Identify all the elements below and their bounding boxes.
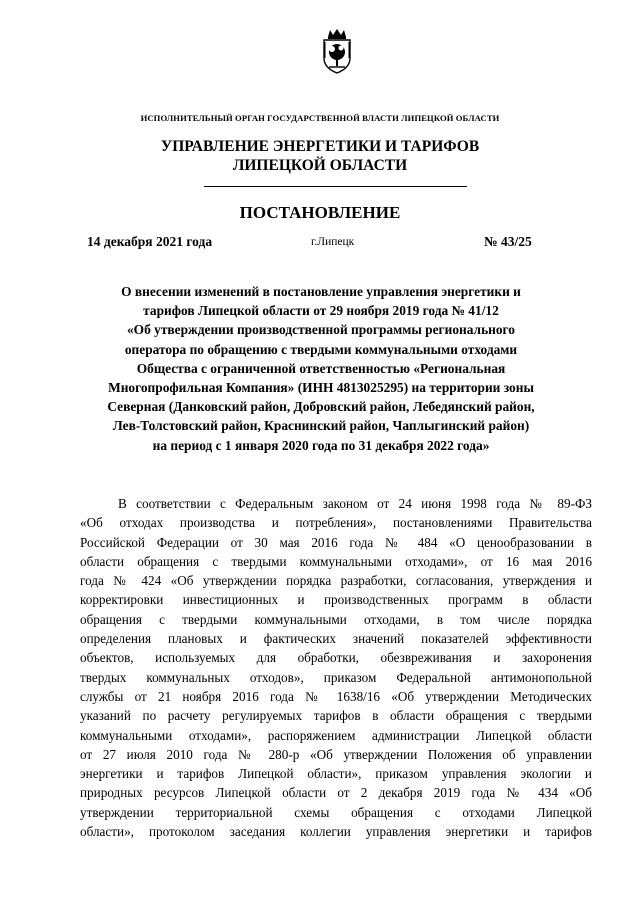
organization-name-line: ЛИПЕЦКОЙ ОБЛАСТИ (232, 157, 408, 174)
body-line: энергетики и тарифов Липецкой области», приказом управления экологии и (80, 766, 592, 782)
coat-of-arms-emblem (319, 28, 355, 74)
subject-line: Общества с ограниченной ответственностью «Региональная (136, 360, 506, 376)
body-line: указаний по расчету регулируемых тарифов в области обращения с твердыми (80, 708, 592, 724)
issuing-authority: ИСПОЛНИТЕЛЬНЫЙ ОРГАН ГОСУДАРСТВЕННОЙ ВЛАСТИ ЛИПЕЦКОЙ ОБЛАСТИ (140, 113, 500, 123)
subject-line: Лев-Толстовский район, Краснинский район, Чаплыгинский район) (112, 418, 530, 434)
header-divider (204, 186, 467, 187)
body-line: определения плановых и фактических значений показателей эффективности (80, 631, 592, 647)
subject-line: Многопрофильная Компания» (ИНН 4813025295) на территории зоны (108, 380, 534, 396)
document-subject (60, 282, 582, 455)
organization-name (0, 137, 640, 175)
body-line: природных ресурсов Липецкой области от 2 декабря 2019 года № 434 «Об (80, 785, 592, 801)
body-line: обращения с твердыми коммунальными отходами, в том числе порядка (80, 611, 592, 627)
body-line: области обращения с твердыми коммунальными отходами», от 16 мая 2016 (80, 553, 592, 569)
subject-line: «Об утверждении производственной программы регионального (126, 322, 515, 338)
document-number: № 43/25 (484, 234, 532, 249)
body-paragraph (80, 494, 592, 841)
body-line: Российской Федерации от 30 мая 2016 года № 484 «О ценообразовании в (80, 534, 592, 550)
body-line: «Об отходах производства и потребления», постановлениями Правительства (80, 515, 592, 531)
subject-line: тарифов Липецкой области от 29 ноября 2019 года № 41/12 (143, 303, 499, 319)
subject-line: Северная (Данковский район, Добровский район, Лебедянский район, (107, 399, 535, 415)
body-line: В соответствии с Федеральным законом от 24 июня 1998 года № 89-ФЗ (118, 496, 592, 511)
document-date: 14 декабря 2021 года (87, 234, 213, 249)
body-line: коммунальными отходами», распоряжением администрации Липецкой области (80, 727, 592, 743)
subject-line: на период с 1 января 2020 года по 31 декабря 2022 года» (152, 437, 490, 453)
organization-name-line: УПРАВЛЕНИЕ ЭНЕРГЕТИКИ И ТАРИФОВ (160, 138, 480, 155)
body-line: твердых коммунальных отходов», приказом Федеральной антимонопольной (80, 669, 592, 685)
body-line: объектов, используемых для обработки, обезвреживания и захоронения (80, 650, 592, 666)
body-line: от 27 июля 2010 года № 280-р «Об утверждении Положения об управлении (80, 746, 592, 762)
body-line: службы от 21 ноября 2016 года № 1638/16 «Об утверждении Методических (80, 688, 592, 704)
subject-line: оператора по обращению с твердыми коммунальными отходами (124, 341, 518, 357)
body-line: года № 424 «Об утверждении порядка разработки, согласования, утверждения и (80, 573, 592, 589)
document-type-title: ПОСТАНОВЛЕНИЕ (239, 203, 401, 222)
body-line: области», протоколом заседания коллегии управления энергетики и тарифов (80, 824, 592, 840)
body-line: утверждении территориальной схемы обращения с отходами Липецкой (80, 804, 592, 820)
body-line: корректировки инвестиционных и производственных программ в области (80, 592, 592, 608)
document-city: г.Липецк (311, 236, 355, 248)
subject-line: О внесении изменений в постановление управления энергетики и (121, 284, 521, 299)
